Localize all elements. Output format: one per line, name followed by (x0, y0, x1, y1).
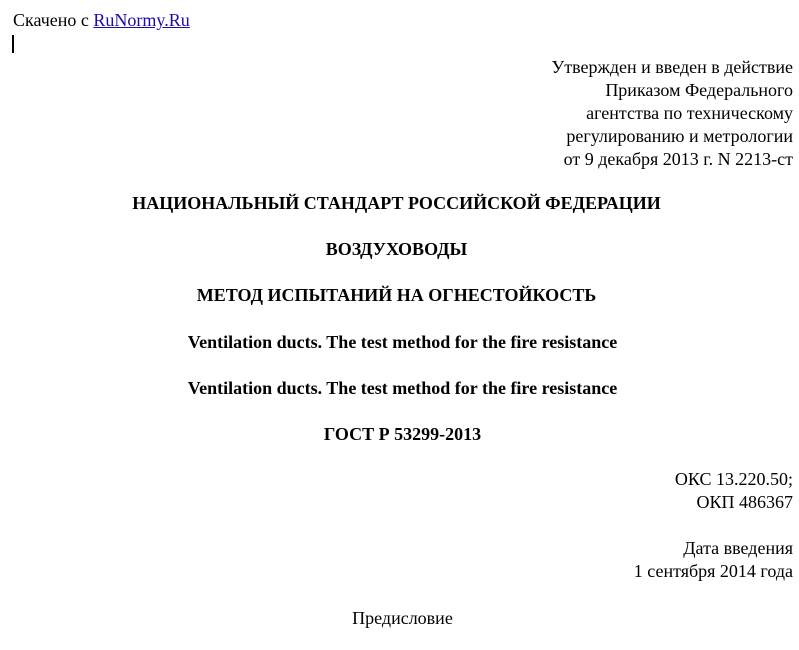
classification-codes (675, 468, 793, 514)
introduction-date-value: 1 сентября 2014 года (633, 561, 793, 581)
english-title-2: Ventilation ducts. The test method for the fire resistance (187, 378, 618, 398)
oks-code: ОКС 13.220.50; (674, 469, 793, 489)
standard-type-heading: НАЦИОНАЛЬНЫЙ СТАНДАРТ РОССИЙСКОЙ ФЕДЕРАЦИИ (132, 193, 661, 213)
introduction-date-block (634, 537, 793, 583)
download-prefix: Скачено с (13, 10, 89, 30)
text-cursor (12, 35, 14, 53)
english-title-1: Ventilation ducts. The test method for the fire resistance (187, 332, 618, 352)
approval-line-5: от 9 декабря 2013 г. N 2213-ст (563, 149, 793, 169)
okp-code: ОКП 486367 (696, 492, 793, 512)
introduction-date-label: Дата введения (683, 538, 793, 558)
subject-heading: ВОЗДУХОВОДЫ (325, 239, 468, 259)
preface-heading: Предисловие (352, 608, 453, 628)
download-source-line (13, 9, 190, 31)
approval-line-4: регулированию и метрологии (566, 126, 793, 146)
method-heading: МЕТОД ИСПЫТАНИЙ НА ОГНЕСТОЙКОСТЬ (196, 285, 597, 305)
runormy-link[interactable]: RuNormy.Ru (93, 10, 190, 30)
approval-line-1: Утвержден и введен в действие (551, 57, 793, 77)
approval-line-2: Приказом Федерального (605, 80, 793, 100)
approval-line-3: агентства по техническому (586, 103, 793, 123)
approval-block (551, 56, 793, 171)
standard-number: ГОСТ Р 53299-2013 (323, 424, 482, 444)
